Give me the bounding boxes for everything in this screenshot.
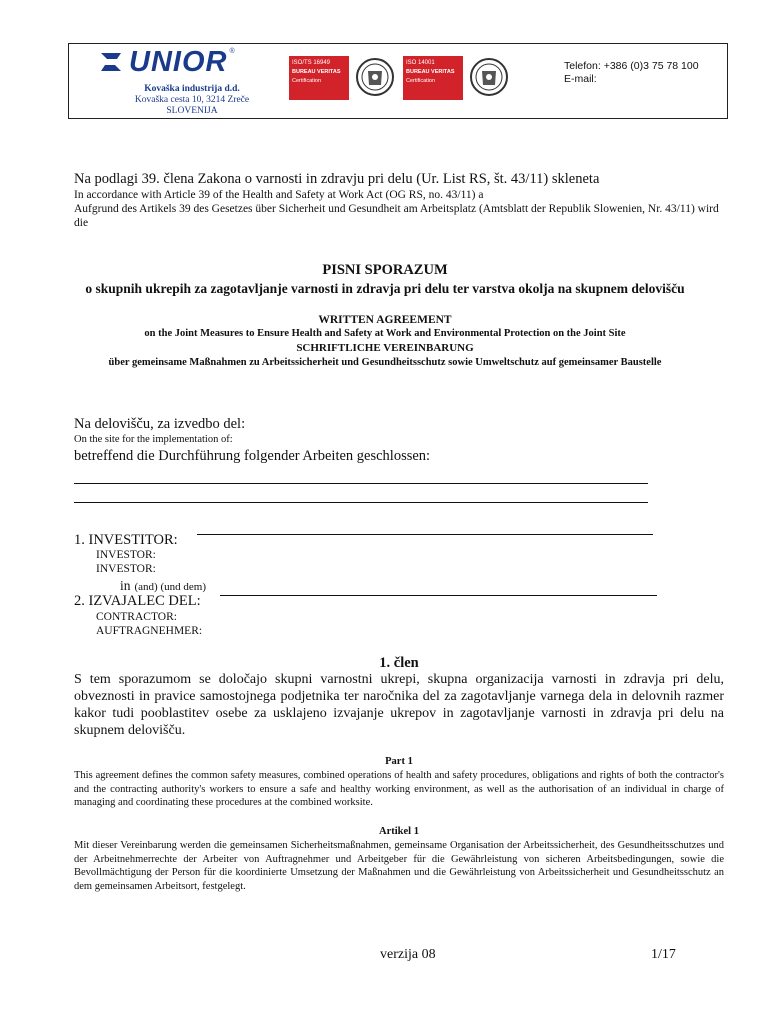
title-en: WRITTEN AGREEMENT xyxy=(318,314,452,326)
bureau-veritas-label-1 xyxy=(289,56,349,100)
cert-sub: Certification xyxy=(406,78,436,84)
title-de: SCHRIFTLICHE VEREINBARUNG xyxy=(296,342,474,354)
site-label-sl: Na delovišču, za izvedbo del: xyxy=(74,416,246,432)
cert-sub: Certification xyxy=(292,78,322,84)
subtitle-en: on the Joint Measures to Ensure Health and Safety at Work and Environmental Protection on the Joint Site xyxy=(144,328,626,339)
investor-de: INVESTOR: xyxy=(96,563,156,575)
site-blank-line-2[interactable] xyxy=(74,502,648,503)
company-info xyxy=(97,84,287,117)
company-address: Kovaška cesta 10, 3214 Zreče xyxy=(134,95,250,105)
intro-sl: Na podlagi 39. člena Zakona o varnosti in zdravju pri delu (Ur. List RS, št. 43/11) skleneta xyxy=(74,171,600,187)
subtitle-sl: o skupnih ukrepih za zagotavljanje varnosti in zdravja pri delu ter varstva okolja na skupnem delovišču xyxy=(85,281,685,296)
site-blank-line-1[interactable] xyxy=(74,483,648,484)
contractor-de: AUFTRAGNEHMER: xyxy=(96,625,203,637)
contractor-en: CONTRACTOR: xyxy=(96,611,177,623)
company-logo-block xyxy=(97,48,287,117)
email-label: E-mail: xyxy=(564,73,597,85)
article-heading-en: Part 1 xyxy=(385,756,413,767)
company-name: Kovaška industrija d.d. xyxy=(144,84,240,94)
letterhead xyxy=(68,43,728,119)
bureau-veritas-seal-icon xyxy=(469,55,509,101)
intro-de: Aufgrund des Artikels 39 des Gesetzes über Sicherheit und Gesundheit am Arbeitsplatz (Amtsblatt der Republik Slowenien, Nr. 43/11) wird die xyxy=(74,203,719,229)
cert-standard: ISO 14001 xyxy=(406,60,435,66)
company-country: SLOVENIJA xyxy=(166,106,218,116)
intro-en: In accordance with Article 39 of the Health and Safety at Work Act (OG RS, no. 43/11) a xyxy=(74,189,484,201)
document-version: verzija 08 xyxy=(380,947,436,962)
phone-number: Telefon: +386 (0)3 75 78 100 xyxy=(564,60,699,72)
article-heading-sl: 1. člen xyxy=(379,655,419,671)
article-text-en: This agreement defines the common safety measures, combined operations of health and safety procedures, obligations and rights of both the contractor's and the contracting authority's workers to ensure a safe and healthy working environment, as well as the authorisation of an individual in charge of managing and coordinating these procedures at the combined worksite. xyxy=(74,770,724,808)
bureau-veritas-seal-icon xyxy=(355,55,395,101)
cert-body: BUREAU VERITAS xyxy=(406,69,455,75)
page-number: 1/17 xyxy=(651,947,676,962)
subtitle-de: über gemeinsame Maßnahmen zu Arbeitssicherheit und Gesundheitsschutz sowie Umweltschutz auf gemeinsamer Baustelle xyxy=(108,357,662,368)
site-label-en: On the site for the implementation of: xyxy=(74,434,233,445)
article-text-sl: S tem sporazumom se določajo skupni varnostni ukrepi, skupna organizacija varnosti in zdravja pri delu, obveznosti in pravice samostojnega podjetnika ter naročnika del za zagotavljanje varnega dela in delovnih razmer kakor tudi pooblastitev osebe za usklajeno izvajanje ukrepov in zagotavljanje varnosti in zdravja pri delu na skupnem delovišču. xyxy=(74,672,724,738)
contractor-label: 2. IZVAJALEC DEL: xyxy=(74,593,201,609)
unior-logo-icon xyxy=(97,50,125,74)
article-text-de: Mit dieser Vereinbarung werden die gemeinsamen Sicherheitsmaßnahmen, gemeinsame Organisation der Arbeitssicherheit, des Gesundheitsschutzes und der Arbeitnehmerrechte der Arbeiter von Auftragnehmer und Arbeitgeber für die Gewährleistung von sicheren Arbeitsbedingungen, sowie die Bevollmächtigung der Person für die koordinierte Umsetzung der Maßnahmen und die Gewährleistung von Arbeitssicherheit und Gesundheitsschutz an dem gemeinsamen Arbeitsort, festgelegt. xyxy=(74,840,724,892)
contact-info xyxy=(564,60,699,86)
and-sl: in xyxy=(120,578,131,593)
article-heading-de: Artikel 1 xyxy=(379,826,419,837)
investor-label: 1. INVESTITOR: xyxy=(74,532,178,548)
logo-wordmark: UNIOR xyxy=(129,46,228,78)
site-label-de: betreffend die Durchführung folgender Arbeiten geschlossen: xyxy=(74,448,431,464)
contractor-blank-line[interactable] xyxy=(220,595,657,596)
and-en-de: (and) (und dem) xyxy=(134,581,206,593)
title-sl: PISNI SPORAZUM xyxy=(322,262,448,278)
investor-en: INVESTOR: xyxy=(96,549,156,561)
registered-mark: ® xyxy=(229,48,235,55)
cert-body: BUREAU VERITAS xyxy=(292,69,341,75)
cert-standard: ISO/TS 16949 xyxy=(292,60,331,66)
bureau-veritas-label-2 xyxy=(403,56,463,100)
certification-badge-1 xyxy=(289,52,395,104)
investor-blank-line[interactable] xyxy=(197,534,653,535)
certification-badge-2 xyxy=(403,52,509,104)
